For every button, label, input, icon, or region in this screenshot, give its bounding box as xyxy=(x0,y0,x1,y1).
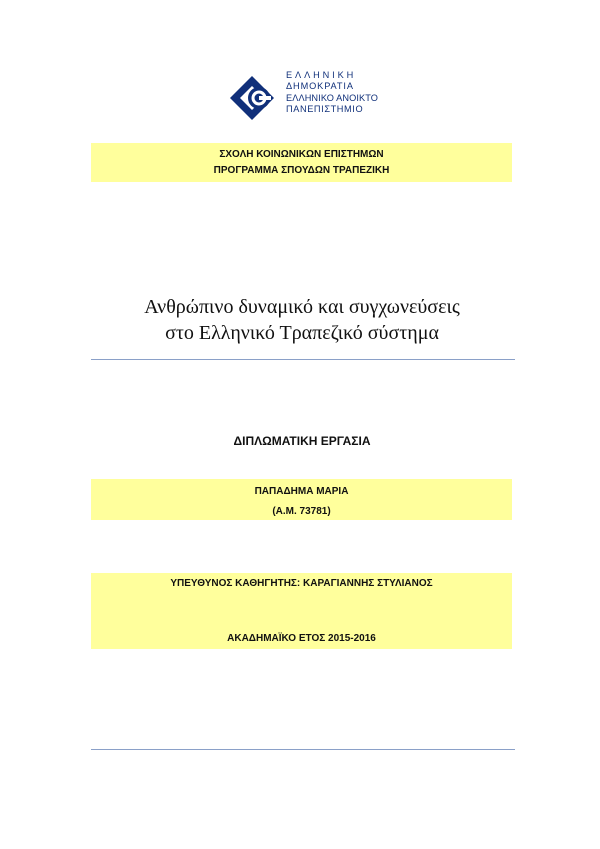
university-logo xyxy=(228,70,378,126)
program-name: ΠΡΟΓΡΑΜΜΑ ΣΠΟΥΔΩΝ ΤΡΑΠΕΖΙΚΗ xyxy=(213,165,390,176)
thesis-title-line-1: Ανθρώπινο δυναμικό και συγχωνεύσεις xyxy=(144,296,460,318)
hellenic-open-university-emblem-icon xyxy=(228,74,284,122)
school-banner xyxy=(91,143,512,182)
school-name: ΣΧΟΛΗ ΚΟΙΝΩΝΙΚΩΝ ΕΠΙΣΤΗΜΩΝ xyxy=(219,149,384,160)
footer-divider xyxy=(91,749,515,750)
supervisor-banner xyxy=(91,573,512,649)
academic-year: ΑΚΑΔΗΜΑΪΚΟ ΕΤΟΣ 2015-2016 xyxy=(227,633,376,644)
thesis-type-heading: ΔΙΠΛΩΜΑΤΙΚΗ ΕΡΓΑΣΙΑ xyxy=(233,434,371,448)
thesis-title-line-2: στο Ελληνικό Τραπεζικό σύστημα xyxy=(165,322,439,344)
logo-line-3: ΕΛΛΗΝΙΚΟ ΑΝΟΙΚΤΟ xyxy=(286,93,379,103)
title-divider xyxy=(91,359,515,360)
logo-line-4: ΠΑΝΕΠΙΣΤΗΜΙΟ xyxy=(286,103,364,114)
thesis-title xyxy=(88,294,516,346)
author-name: ΠΑΠΑΔΗΜΑ ΜΑΡΙΑ xyxy=(254,486,349,497)
author-banner xyxy=(91,479,512,520)
author-id: (Α.Μ. 73781) xyxy=(272,506,331,517)
supervisor-text: ΥΠΕΥΘΥΝΟΣ ΚΑΘΗΓΗΤΗΣ: ΚΑΡΑΓΙΑΝΝΗΣ ΣΤΥΛΙΑΝΟΣ xyxy=(170,578,433,589)
logo-line-1: ΕΛΛΗΝΙΚΗ xyxy=(286,70,357,80)
logo-line-2: ΔΗΜΟΚΡΑΤΙΑ xyxy=(286,80,354,91)
logo-text xyxy=(286,70,386,114)
